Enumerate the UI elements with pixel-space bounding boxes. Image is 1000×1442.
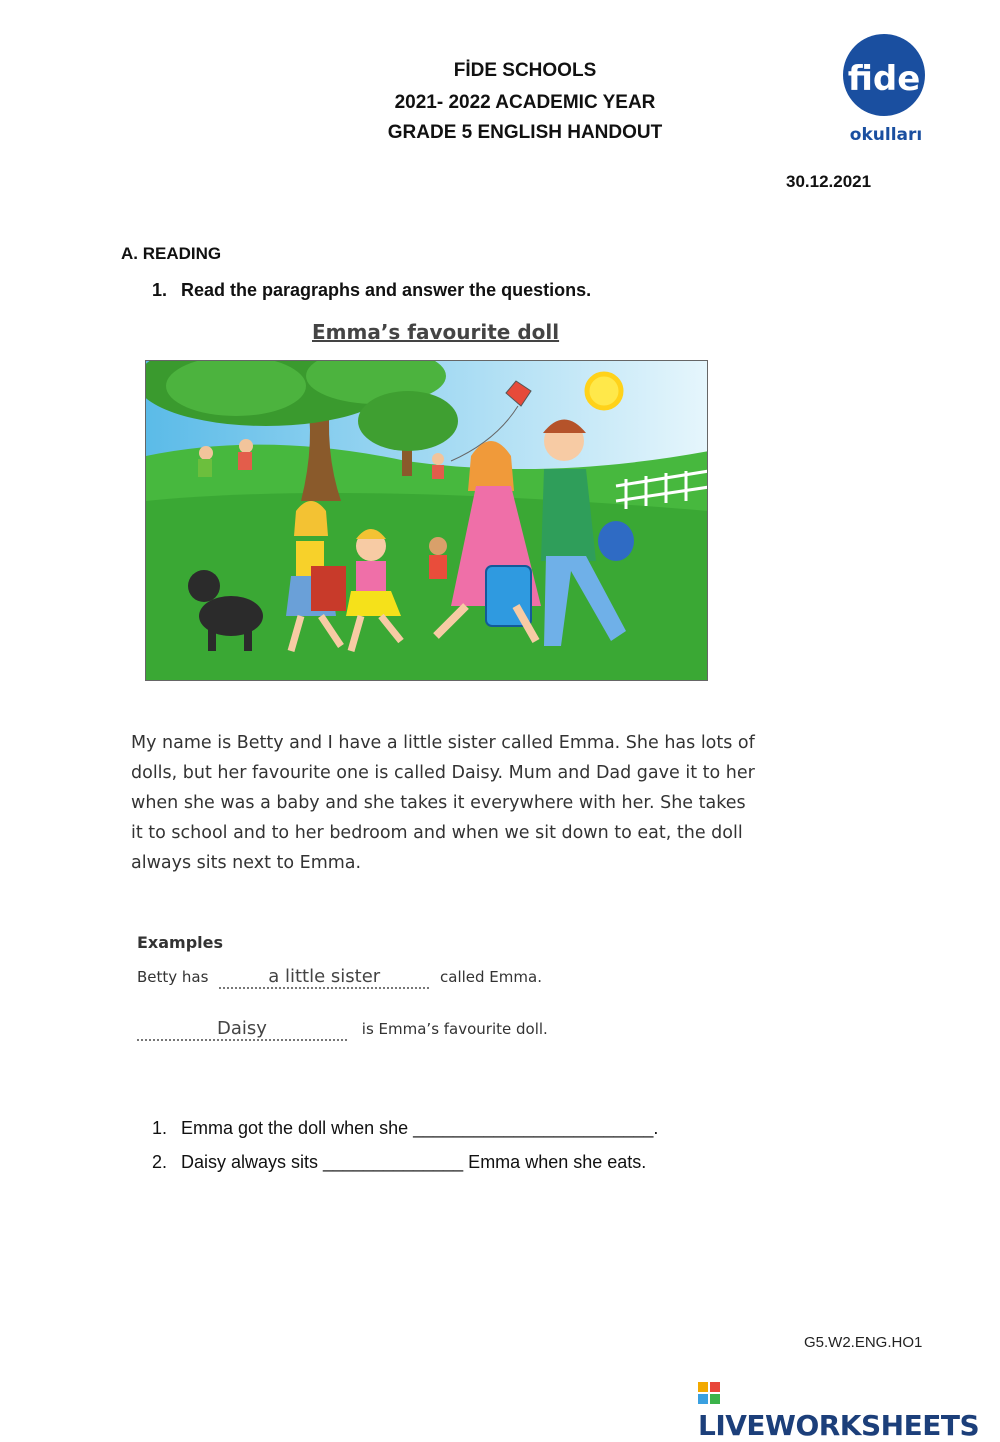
school-name: FİDE SCHOOLS <box>453 60 597 81</box>
question-2-text: Daisy always sits ______________ Emma when she eats. <box>181 1152 647 1172</box>
family-park-illustration <box>145 360 708 681</box>
story-line: always sits next to Emma. <box>131 853 362 873</box>
liveworksheets-icon <box>698 1378 720 1400</box>
handout-title: GRADE 5 ENGLISH HANDOUT <box>387 122 663 143</box>
task-number: 1. <box>152 280 168 300</box>
handout-code: G5.W2.ENG.HO1 <box>804 1334 923 1351</box>
task-text: Read the paragraphs and answer the questions. <box>181 280 592 300</box>
question-2[interactable] <box>152 1152 646 1173</box>
story-title: Emma’s favourite doll <box>312 320 560 344</box>
examples-heading: Examples <box>137 933 224 952</box>
liveworksheets-brand <box>698 1376 1000 1442</box>
example-2 <box>137 1018 548 1041</box>
question-1[interactable] <box>152 1118 658 1139</box>
academic-year: 2021- 2022 ACADEMIC YEAR <box>394 92 656 113</box>
story-line: dolls, but her favourite one is called Daisy. Mum and Dad gave it to her <box>131 763 755 783</box>
example-1-after: called Emma. <box>440 968 542 986</box>
example-1 <box>137 966 542 989</box>
handout-date: 30.12.2021 <box>786 172 872 191</box>
logo-text-bottom: okulları <box>849 125 923 145</box>
story-paragraph <box>131 728 821 878</box>
example-2-after: is Emma’s favourite doll. <box>361 1020 548 1038</box>
section-heading: A. READING <box>121 244 222 263</box>
story-line: when she was a baby and she takes it everywhere with her. She takes <box>131 793 746 813</box>
question-1-number: 1. <box>152 1118 168 1138</box>
liveworksheets-text: LIVEWORKSHEETS <box>698 1409 980 1442</box>
question-2-number: 2. <box>152 1152 168 1172</box>
example-2-answer: Daisy <box>137 1018 347 1041</box>
logo-text-top: fide <box>847 59 921 99</box>
fide-logo <box>836 30 936 150</box>
task-instruction <box>152 280 591 301</box>
story-line: My name is Betty and I have a little sister called Emma. She has lots of <box>131 733 755 753</box>
example-1-before: Betty has <box>137 968 209 986</box>
story-line: it to school and to her bedroom and when we sit down to eat, the doll <box>131 823 743 843</box>
example-1-answer: a little sister <box>219 966 429 989</box>
question-1-text: Emma got the doll when she ________________________. <box>181 1118 659 1138</box>
